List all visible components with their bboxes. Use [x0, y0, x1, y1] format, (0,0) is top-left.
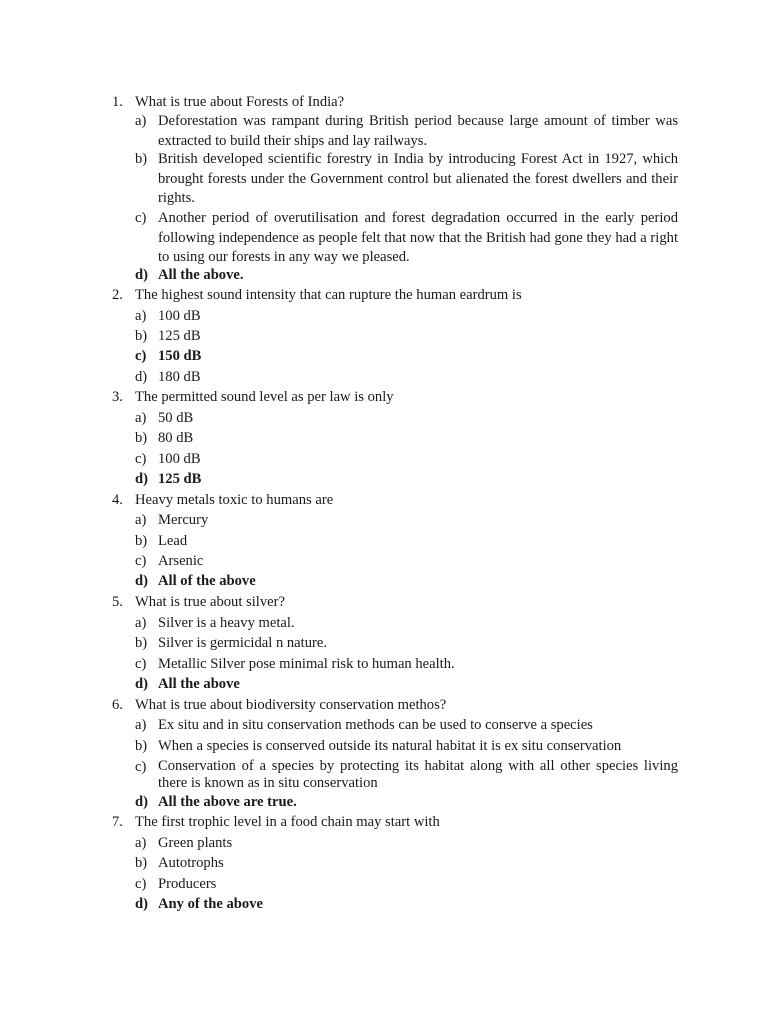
- option-label: d): [135, 369, 148, 385]
- option-label: b): [135, 151, 148, 167]
- option-text: 125 dB: [158, 471, 202, 487]
- question-number: 6.: [112, 697, 123, 713]
- option-text: All the above.: [158, 267, 244, 283]
- question-number: 1.: [112, 94, 123, 110]
- option-text: British developed scientific forestry in India by introducing Forest Act in 1927, which brought forests under the Government control but alienated the forest dwellers and their rights.: [158, 151, 678, 206]
- option-label: c): [135, 348, 147, 364]
- option-label: b): [135, 738, 148, 754]
- option-text: Autotrophs: [158, 855, 224, 871]
- option-text: Silver is germicidal n nature.: [158, 635, 327, 651]
- option-text: Ex situ and in situ conservation methods can be used to conserve a species: [158, 717, 593, 733]
- option-text: Silver is a heavy metal.: [158, 615, 295, 631]
- option-label: b): [135, 635, 148, 651]
- option-text: Any of the above: [158, 896, 263, 912]
- option-text: All the above are true.: [158, 794, 297, 810]
- option-label: a): [135, 835, 147, 851]
- option-label: b): [135, 430, 148, 446]
- question-text: The first trophic level in a food chain may start with: [135, 814, 440, 830]
- question-number: 4.: [112, 492, 123, 508]
- option-label: a): [135, 410, 147, 426]
- option-label: c): [135, 876, 147, 892]
- option-text: Lead: [158, 533, 188, 549]
- option-text: Mercury: [158, 512, 209, 528]
- option-text: 125 dB: [158, 328, 201, 344]
- option-label: c): [135, 210, 147, 226]
- option-text: Conservation of a species by protecting its habitat along with all other species living there is known as in situ conservation: [158, 758, 678, 791]
- option-text: 150 dB: [158, 348, 202, 364]
- option-label: b): [135, 533, 148, 549]
- option-text: Another period of overutilisation and forest degradation occurred in the early period following independence as people felt that now that the British had gone they had a right to using our forests in any way we pleased.: [158, 210, 678, 265]
- question-text: What is true about biodiversity conservation methos?: [135, 697, 447, 713]
- option-label: a): [135, 717, 147, 733]
- option-text: All the above: [158, 676, 240, 692]
- question-number: 3.: [112, 389, 123, 405]
- question-text: What is true about silver?: [135, 594, 285, 610]
- option-text: Arsenic: [158, 553, 204, 569]
- option-label: c): [135, 553, 147, 569]
- question-text: The permitted sound level as per law is only: [135, 389, 394, 405]
- option-label: d): [135, 267, 148, 283]
- option-text: Producers: [158, 876, 217, 892]
- option-label: a): [135, 308, 147, 324]
- option-label: c): [135, 451, 147, 467]
- question-text: Heavy metals toxic to humans are: [135, 492, 334, 508]
- option-label: d): [135, 896, 148, 912]
- option-label: d): [135, 573, 148, 589]
- option-label: d): [135, 676, 148, 692]
- option-text: All of the above: [158, 573, 256, 589]
- option-text: Deforestation was rampant during British period because large amount of timber was extracted to build their ships and lay railways.: [158, 113, 678, 149]
- question-number: 5.: [112, 594, 123, 610]
- option-text: 100 dB: [158, 308, 201, 324]
- option-text: When a species is conserved outside its natural habitat it is ex situ conservation: [158, 738, 622, 754]
- question-number: 2.: [112, 287, 123, 303]
- option-label: d): [135, 794, 148, 810]
- option-text: 50 dB: [158, 410, 194, 426]
- option-label: a): [135, 615, 147, 631]
- question-text: What is true about Forests of India?: [135, 94, 345, 110]
- question-text: The highest sound intensity that can rupture the human eardrum is: [135, 287, 522, 303]
- option-label: d): [135, 471, 148, 487]
- question-number: 7.: [112, 814, 123, 830]
- option-label: a): [135, 113, 147, 129]
- option-text: Green plants: [158, 835, 233, 851]
- option-text: Metallic Silver pose minimal risk to human health.: [158, 656, 455, 672]
- option-label: b): [135, 855, 148, 871]
- option-label: c): [135, 656, 147, 672]
- option-text: 100 dB: [158, 451, 201, 467]
- option-text: 180 dB: [158, 369, 201, 385]
- option-label: a): [135, 512, 147, 528]
- option-label: c): [135, 759, 147, 775]
- option-label: b): [135, 328, 148, 344]
- option-text: 80 dB: [158, 430, 194, 446]
